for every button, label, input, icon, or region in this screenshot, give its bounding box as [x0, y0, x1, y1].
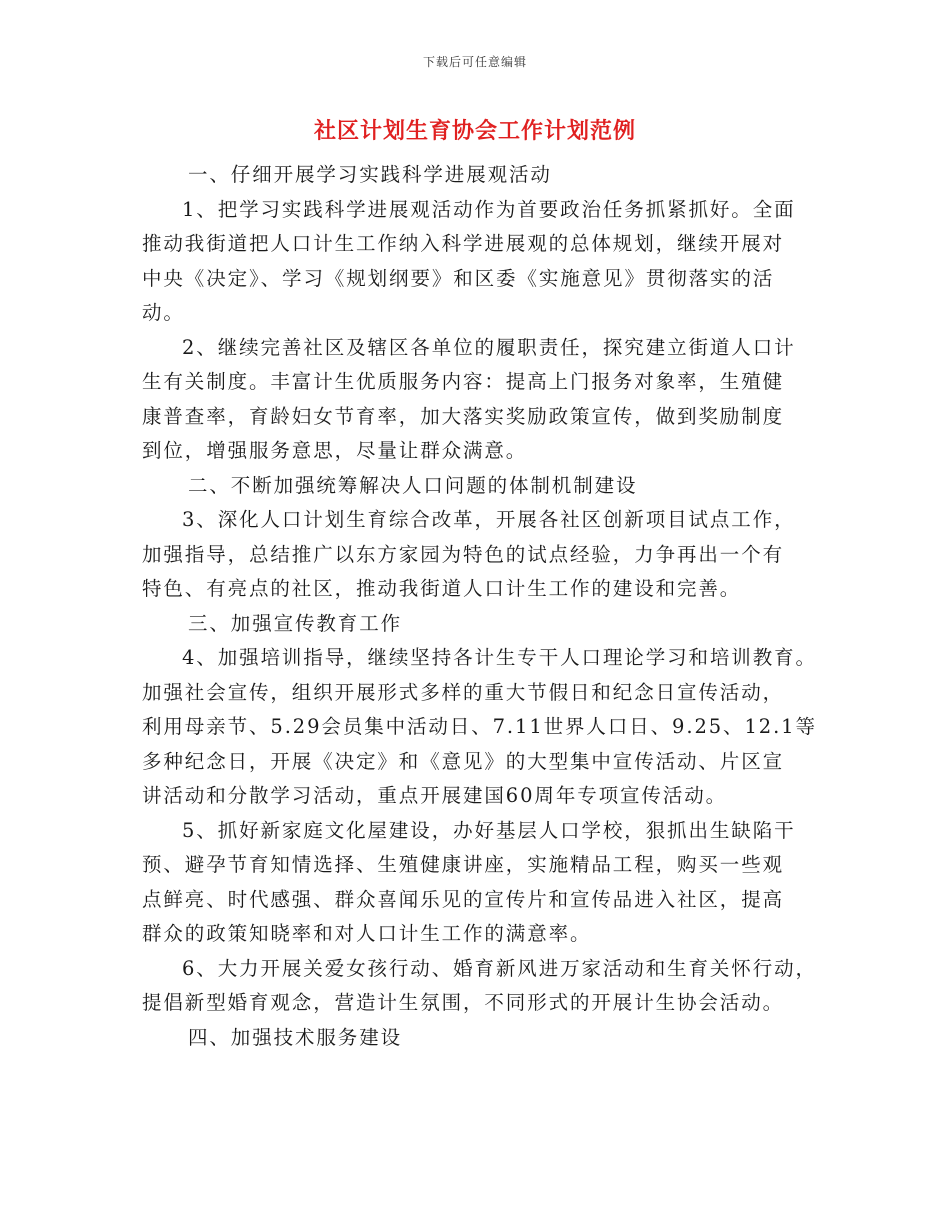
text-line: 推动我街道把人口计生工作纳入科学进展观的总体规划，继续开展对 — [142, 232, 785, 255]
text-line: 点鲜亮、时代感强、群众喜闻乐见的宣传片和宣传品进入社区，提高 — [142, 887, 785, 911]
text-line: 一、仔细开展学习实践科学进展观活动 — [188, 163, 552, 186]
text-line: 讲活动和分散学习活动，重点开展建国60周年专项宣传活动。 — [142, 784, 728, 807]
text-line: 三、加强宣传教育工作 — [188, 611, 403, 635]
text-line: 四、加强技术服务建设 — [188, 1025, 403, 1049]
text-line: 6、大力开展关爱女孩行动、婚育新风进万家活动和生育关怀行动， — [182, 956, 817, 980]
section-heading-3 — [142, 607, 822, 642]
document-body — [142, 158, 822, 1055]
document-title: 社区计划生育协会工作计划范例 — [313, 118, 636, 144]
text-line: 1、把学习实践科学进展观活动作为首要政治任务抓紧抓好。全面 — [182, 197, 796, 221]
text-line: 群众的政策知晓率和对人口计生工作的满意率。 — [142, 922, 592, 945]
header-note: 下载后可任意编辑 — [422, 55, 527, 69]
text-line: 提倡新型婚育观念，营造计生氛围，不同形式的开展计生协会活动。 — [142, 991, 785, 1014]
paragraph-5 — [142, 814, 822, 952]
paragraph-3 — [142, 503, 822, 607]
paragraph-1 — [142, 193, 822, 331]
text-line: 5、抓好新家庭文化屋建设，办好基层人口学校，狠抓出生缺陷干 — [182, 818, 796, 842]
text-line: 预、避孕节育知情选择、生殖健康讲座，实施精品工程，购买一些观 — [142, 853, 785, 876]
paragraph-2 — [142, 331, 822, 469]
text-line: 加强指导，总结推广以东方家园为特色的试点经验，力争再出一个有 — [142, 542, 785, 566]
text-line: 2、继续完善社区及辖区各单位的履职责任，探究建立街道人口计 — [182, 335, 796, 359]
section-heading-4 — [142, 1021, 822, 1056]
text-line: 二、不断加强统筹解决人口问题的体制机制建设 — [188, 473, 638, 497]
text-line: 康普查率，育龄妇女节育率，加大落实奖励政策宣传，做到奖励制度 — [142, 404, 785, 428]
text-line: 中央《决定》、学习《规划纲要》和区委《实施意见》贯彻落实的活 — [142, 266, 775, 290]
text-line: 利用母亲节、5.29会员集中活动日、7.11世界人口日、9.25、12.1等 — [142, 715, 817, 738]
text-line: 到位，增强服务意思，尽量让群众满意。 — [142, 439, 528, 462]
paragraph-4 — [142, 641, 822, 814]
text-line: 4、加强培训指导，继续坚持各计生专干人口理论学习和培训教育。 — [182, 646, 817, 669]
text-line: 3、深化人口计划生育综合改革，开展各社区创新项目试点工作， — [182, 508, 796, 531]
text-line: 加强社会宣传，组织开展形式多样的重大节假日和纪念日宣传活动， — [142, 680, 785, 704]
text-line: 生有关制度。丰富计生优质服务内容：提高上门报务对象率，生殖健 — [142, 370, 785, 393]
text-line: 多种纪念日，开展《决定》和《意见》的大型集中宣传活动、片区宣 — [142, 749, 785, 773]
text-line: 动。 — [142, 301, 185, 324]
text-line: 特色、有亮点的社区，推动我街道人口计生工作的建设和完善。 — [142, 577, 742, 600]
section-heading-2 — [142, 469, 822, 504]
section-heading-1 — [142, 158, 822, 193]
paragraph-6 — [142, 952, 822, 1021]
